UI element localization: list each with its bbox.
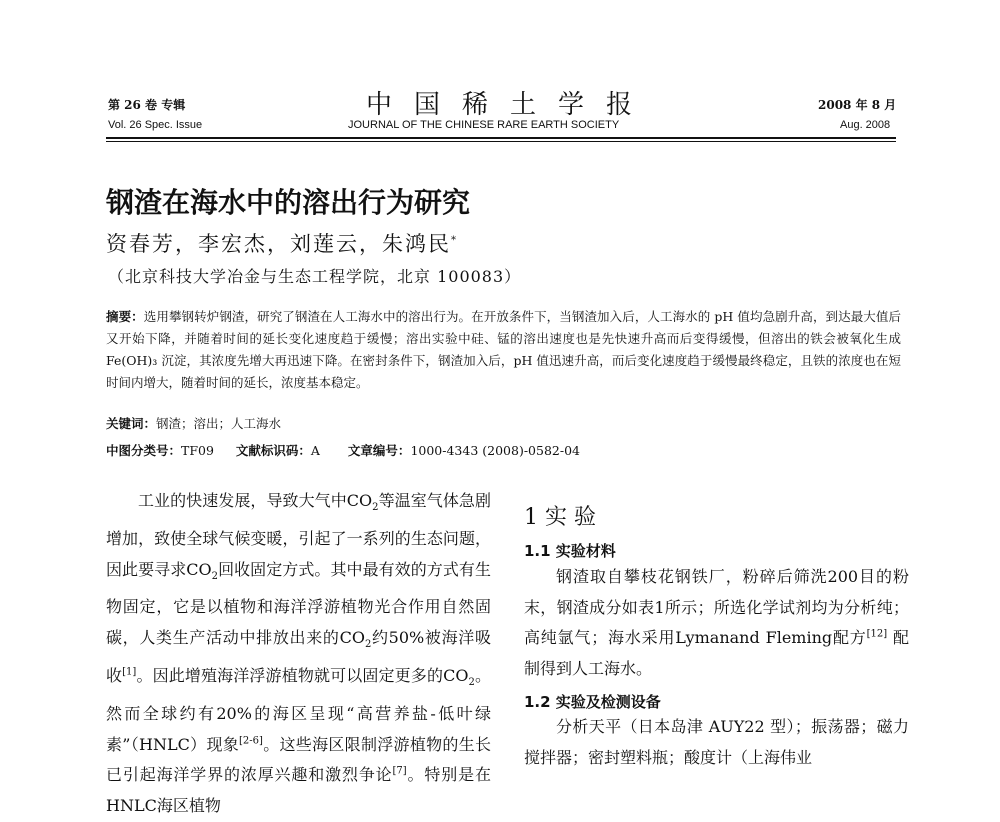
date-en: Aug. 2008 — [840, 119, 891, 131]
left-column — [106, 486, 491, 822]
volume-en: Vol. 26 Spec. Issue — [108, 119, 203, 131]
header-rule-bottom — [106, 141, 896, 142]
doc-code-value: A — [310, 443, 320, 458]
subsection-1-2-text: 分析天平（日本岛津 AUY22 型）；振荡器；磁力搅拌器；密封塑料瓶；酸度计（上海伟业 — [524, 717, 909, 767]
citation-12: [12] — [866, 629, 888, 641]
corresponding-mark: * — [451, 235, 458, 246]
subsection-1-1-heading: 1.1 实验材料 — [524, 542, 616, 560]
header-rule-top — [106, 137, 896, 139]
journal-title-zh: 中国稀土学报 — [366, 90, 655, 120]
subsection-1-1-text: 钢渣取自攀枝花钢铁厂，粉碎后筛洗200目的粉末，钢渣成分如表1所示；所选化学试剂均为分析纯；高纯氩气；海水采用Lymanand Fleming配方[12] 配制得到人工海水。 — [524, 567, 909, 679]
section-1-heading: 1 实 验 — [524, 505, 596, 530]
doc-code-label: 文献标识码： — [235, 443, 311, 458]
abstract-label: 摘要： — [106, 309, 144, 324]
abstract — [106, 306, 901, 394]
authors — [106, 228, 458, 258]
citation-1: [1] — [122, 666, 137, 678]
classification — [106, 441, 580, 459]
clc-value: TF09 — [181, 443, 214, 458]
date-zh: 2008 年 8 月 — [818, 98, 897, 112]
citation-2-6: [2-6] — [239, 735, 263, 747]
keywords — [106, 414, 281, 432]
author-list: 资春芳，李宏杰，刘莲云，朱鸿民 — [106, 232, 451, 256]
citation-7: [7] — [392, 766, 407, 778]
clc-label: 中图分类号： — [106, 443, 182, 458]
journal-title-en: JOURNAL OF THE CHINESE RARE EARTH SOCIETY — [348, 119, 620, 131]
subsection-1-2-heading: 1.2 实验及检测设备 — [524, 693, 661, 711]
keywords-text: 钢渣；溶出；人工海水 — [156, 416, 282, 431]
abstract-text: 选用攀钢转炉钢渣，研究了钢渣在人工海水中的溶出行为。在开放条件下，当钢渣加入后，人工海水的 pH 值均急剧升高，到达最大值后又开始下降，并随着时间的延长变化速度趋于缓慢；溶出实验中硅、锰的溶出速度也是先快速升高而后变得缓慢，但溶出的铁会被氧化生成 Fe(OH)₃ 沉淀，其浓度先增大再迅速下降。在密封条件下，钢渣加入后，pH 值迅速升高，而后变化速度趋于缓慢最终稳定，且铁的浓度也在短时间内增大，随着时间的延长，浓度基本稳定。 — [106, 309, 901, 390]
article-no-value: 1000-4343 (2008)-0582-04 — [410, 443, 580, 458]
volume-zh: 第 26 卷 专辑 — [108, 98, 186, 112]
article-no-label: 文章编号： — [347, 443, 411, 458]
article-title: 钢渣在海水中的溶出行为研究 — [106, 186, 471, 219]
intro-paragraph: 工业的快速发展，导致大气中$CO_2$等温室气体急剧增加，致使全球气候变暖，引起了一系列的生态问题，因此要寻求$CO_2$回收固定方式。其中最有效的方式有生物固定，它是以植物和海洋浮游植物光合作用自然固碳，人类生产活动中排放出来的$CO_2$约50%被海洋吸收[1]。因此增殖海洋浮游植物就可以固定更多的$CO_2$。然而全球约有20%的海区呈现“高营养盐-低叶绿素”（HNLC）现象[2-6]。这些海区限制浮游植物的生长已引起海洋学界的浓厚兴趣和激烈争论[7]。特别是在HNLC海区植物 — [106, 491, 491, 816]
keywords-label: 关键词： — [106, 416, 157, 431]
affiliation: （北京科技大学冶金与生态工程学院，北京 100083） — [108, 267, 522, 286]
